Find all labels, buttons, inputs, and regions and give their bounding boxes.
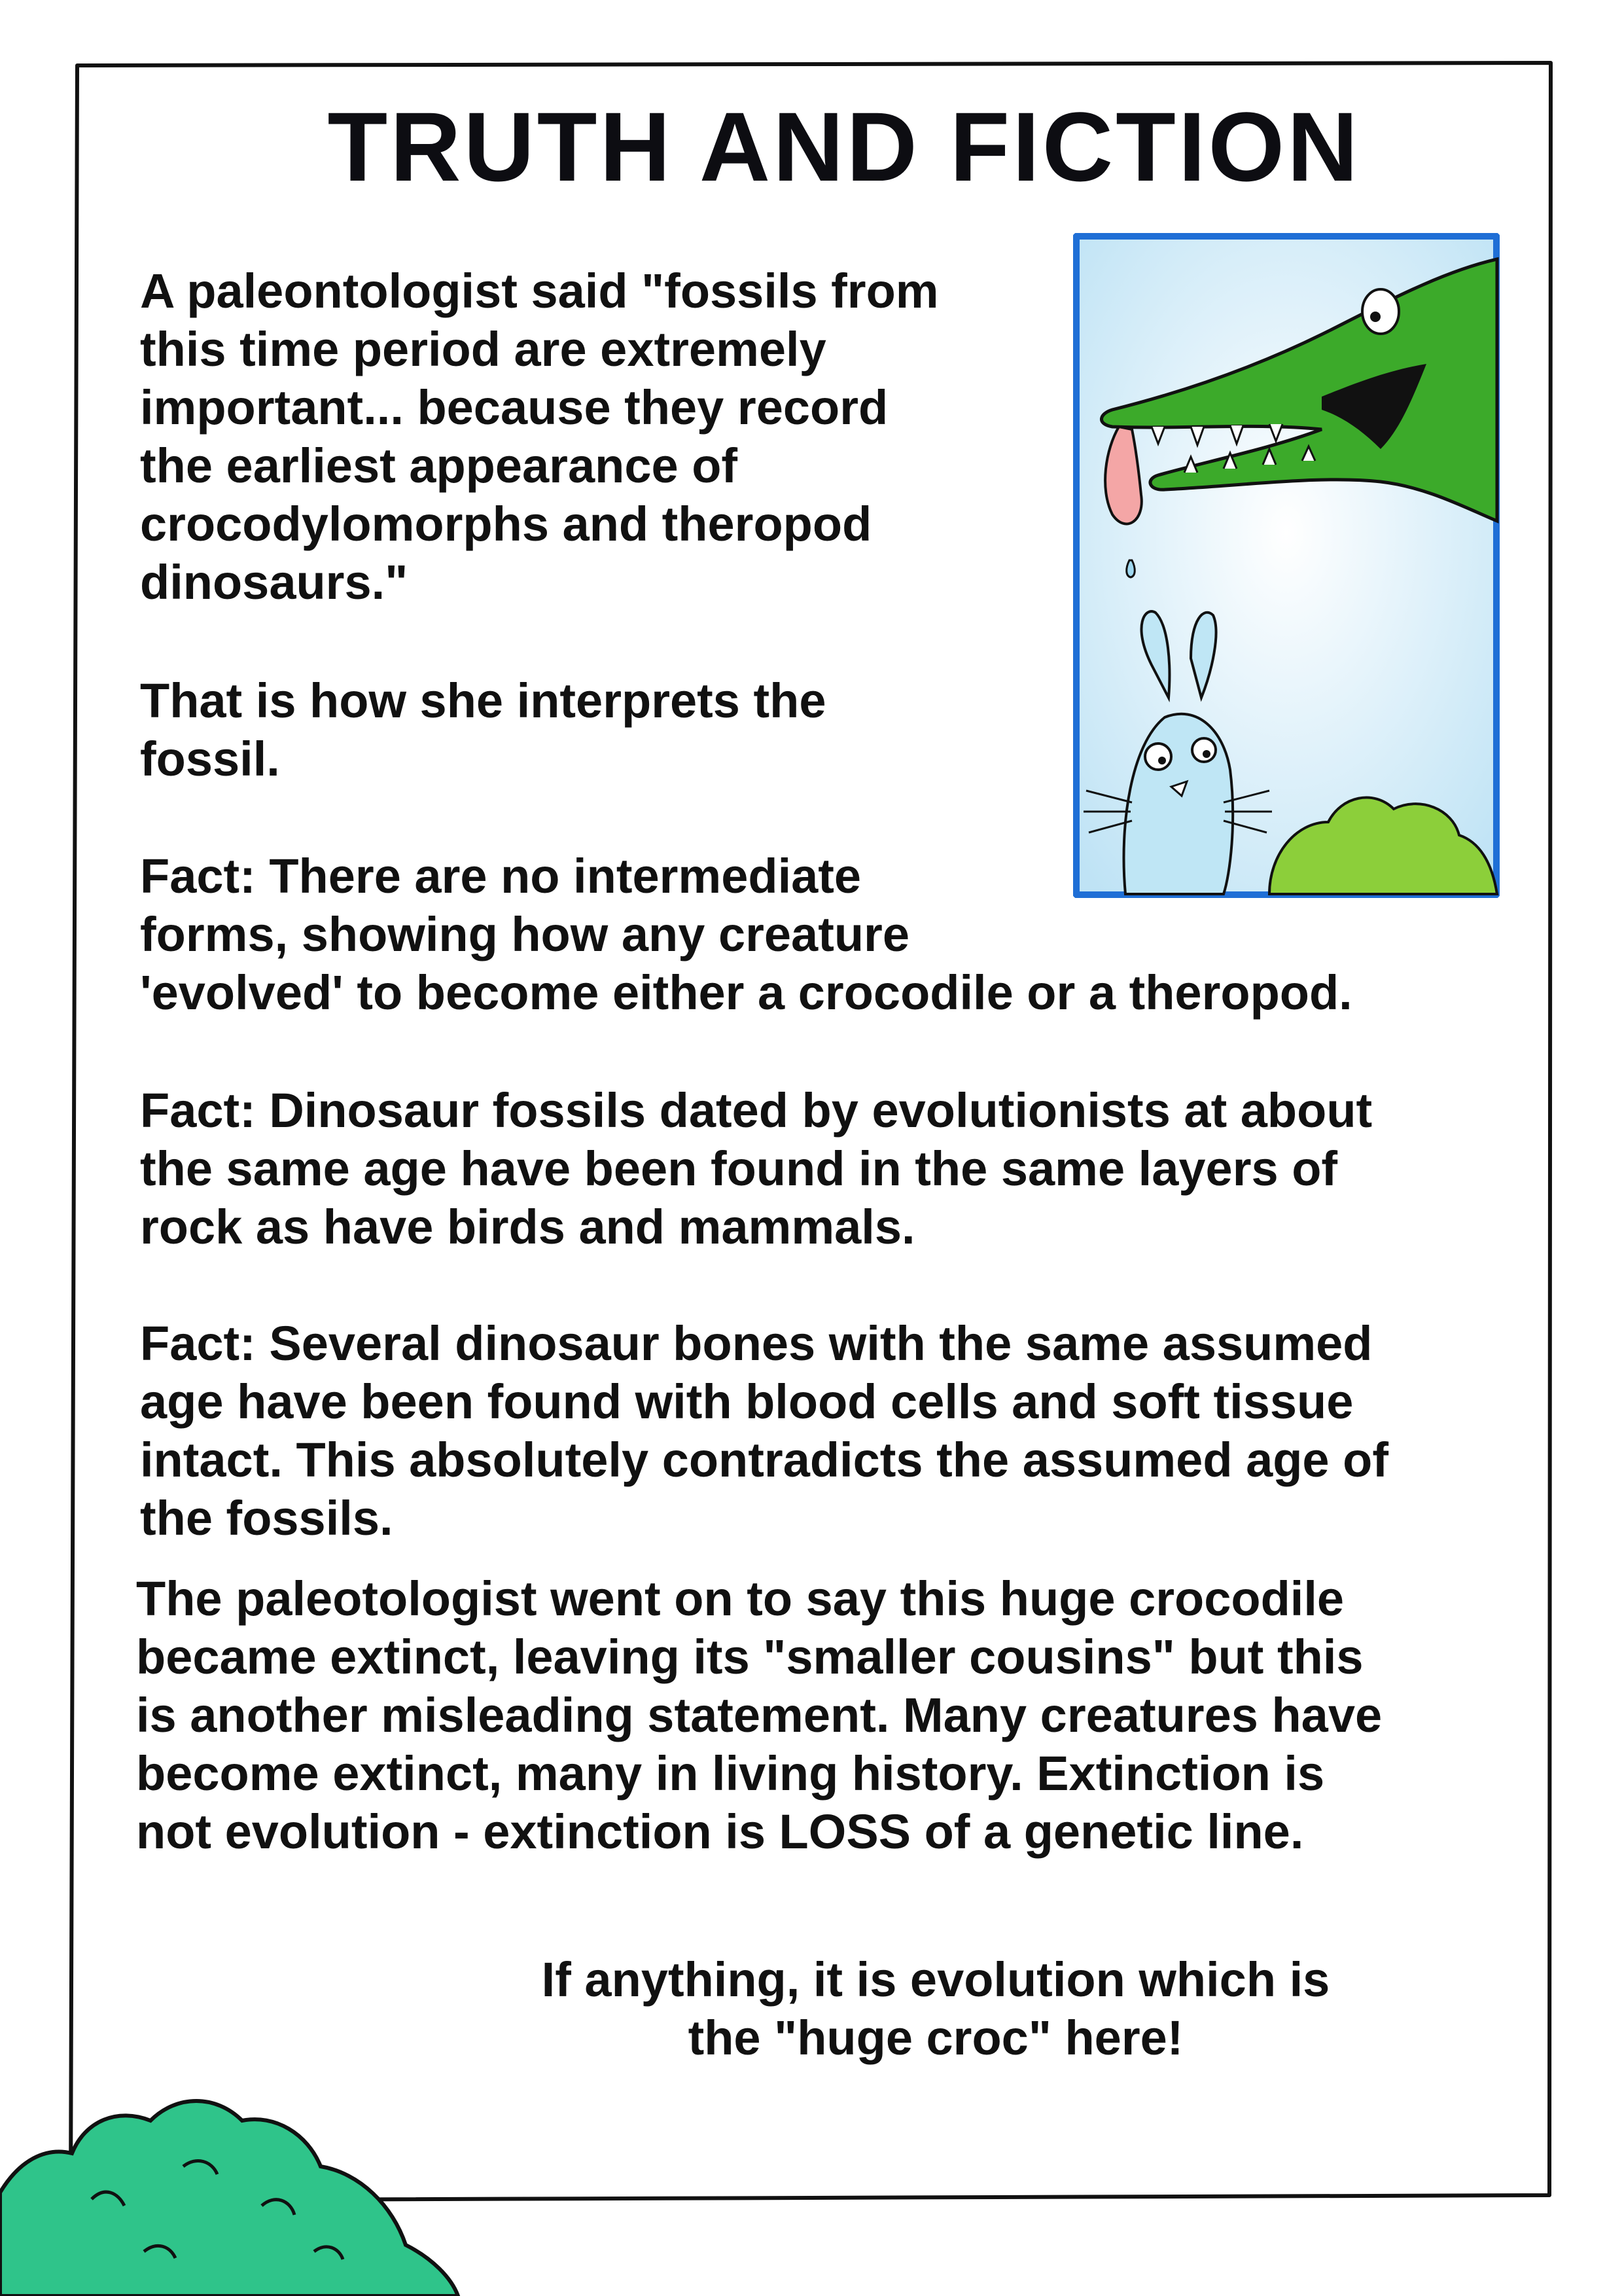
text-line: the fossils. [140, 1491, 393, 1545]
text-line: this time period are extremely [140, 322, 826, 376]
text-line: became extinct, leaving its "smaller cousins" but this [136, 1630, 1364, 1684]
text-line: rock as have birds and mammals. [140, 1200, 915, 1254]
paragraph-extinction [136, 1570, 1536, 1861]
text-line: The paleotologist went on to say this huge crocodile [136, 1571, 1345, 1626]
text-line: A paleontologist said "fossils from [140, 264, 939, 318]
text-line: the "huge croc" here! [688, 2011, 1184, 2065]
text-line: the same age have been found in the same layers of [140, 1141, 1338, 1196]
text-line: crocodylomorphs and theropod [140, 497, 872, 551]
text-line: is another misleading statement. Many creatures have [136, 1688, 1383, 1742]
text-line: the earliest appearance of [140, 439, 738, 493]
text-line: That is how she interprets the [140, 673, 826, 728]
text-line: Fact: There are no intermediate [140, 849, 862, 903]
page-title: TRUTH AND FICTION [327, 92, 1361, 202]
text-line: dinosaurs." [140, 555, 408, 609]
text-line: 'evolved' to become either a crocodile or a theropod. [140, 965, 1352, 1020]
bush-icon [0, 2068, 471, 2296]
text-line: fossil. [140, 732, 280, 786]
text-line: forms, showing how any creature [140, 907, 910, 961]
crocodile-rabbit-illustration [1073, 233, 1500, 898]
text-line: Fact: Several dinosaur bones with the same assumed [140, 1316, 1373, 1371]
text-line: intact. This absolutely contradicts the assumed age of [140, 1433, 1388, 1487]
text-line: If anything, it is evolution which is [541, 1952, 1330, 2007]
text-line: important... because they record [140, 380, 889, 435]
paragraph-fact-soft-tissue [140, 1314, 1534, 1547]
closing-statement [458, 1950, 1413, 2067]
paragraph-quote [140, 262, 1069, 611]
text-line: not evolution - extinction is LOSS of a genetic line. [136, 1804, 1304, 1859]
paragraph-fact-same-layers [140, 1081, 1534, 1256]
text-line: Fact: Dinosaur fossils dated by evolutionists at about [140, 1083, 1373, 1138]
text-line: become extinct, many in living history. Extinction is [136, 1746, 1325, 1801]
text-line: age have been found with blood cells and soft tissue [140, 1374, 1354, 1429]
paragraph-interpretation [140, 672, 1069, 788]
